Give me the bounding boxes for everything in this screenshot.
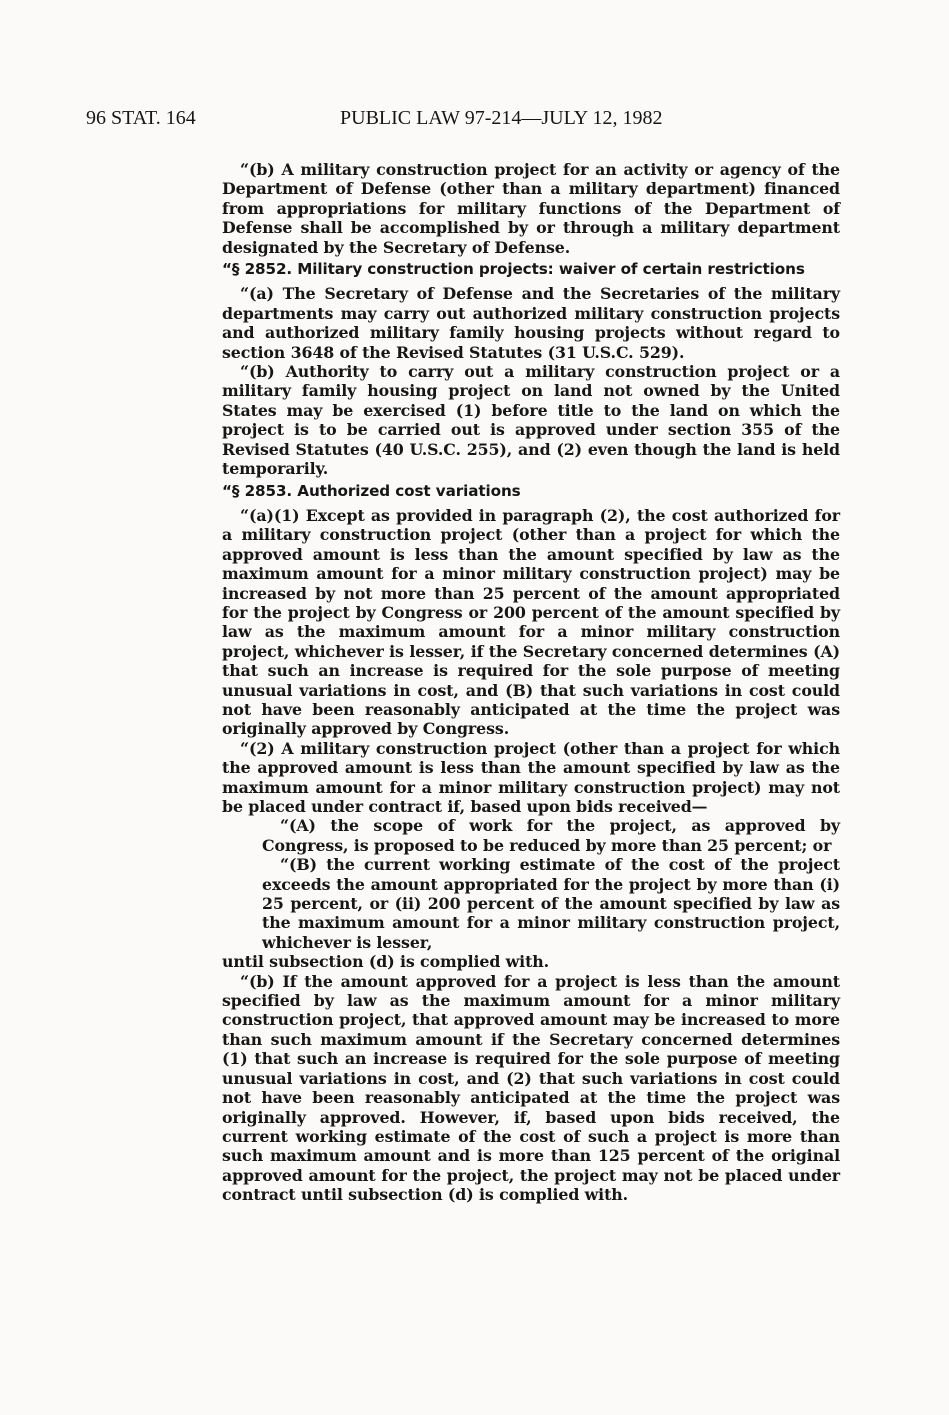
statute-body (222, 160, 840, 1205)
page-header (86, 107, 726, 135)
section-2853-clause-A: “(A) the scope of work for the project, as approved by Congress, is proposed to be reduced by more than 25 percent; or (262, 816, 840, 855)
section-2852-heading: “§ 2852. Military construction projects: waiver of certain restrictions (222, 260, 805, 279)
section-2853-clause-B: “(B) the current working estimate of the cost of the project exceeds the amount appropriated for the project by more than (i) 25 percent, or (ii) 200 percent of the amount specified by law as the maximum amount for a minor military construction project, whichever is lesser, (262, 855, 840, 952)
section-2852-subsection-b: “(b) Authority to carry out a military construction project or a military family housing project on land not owned by the United States may be exercised (1) before title to the land on which the project is to be carried out is approved under section 355 of the Revised Statutes (40 U.S.C. 255), and (2) even though the land is held temporarily. (222, 362, 840, 479)
paragraph-b-intro: “(b) A military construction project for an activity or agency of the Department of Defense (other than a military department) financed from appropriations for military functions of the Department of Defense shall be accomplished by or through a military department designated by the Secretary of Defense. (222, 160, 840, 257)
stat-citation: 96 STAT. 164 (86, 107, 196, 129)
section-2853-subsection-a1: “(a)(1) Except as provided in paragraph (2), the cost authorized for a military construction project (other than a project for which the approved amount is less than the amount specified by law as the maximum amount for a minor military construction project) may be increased by not more than 25 percent of the amount appropriated for the project by Congress or 200 percent of the amount specified by law as the maximum amount for a minor military construction project, whichever is lesser, if the Secretary concerned determines (A) that such an increase is required for the sole purpose of meeting unusual variations in cost, and (B) that such variations in cost could not have been reasonably anticipated at the time the project was originally approved by Congress. (222, 505, 840, 739)
section-2853-subsection-b: “(b) If the amount approved for a project is less than the amount specified by law as the maximum amount for a minor military construction project, that approved amount may be increased to more than such maximum amount if the Secretary concerned determines (1) that such an increase is required for the sole purpose of meeting unusual variations in cost, and (2) that such variations in cost could not have been reasonably anticipated at the time the project was originally approved. However, if, based upon bids received, the current working estimate of the cost of such a project is more than such maximum amount and is more than 125 percent of the original approved amount for the project, the project may not be placed under contract until subsection (d) is complied with. (222, 971, 840, 1205)
running-title: PUBLIC LAW 97-214—JULY 12, 1982 (340, 107, 663, 129)
section-2852-subsection-a: “(a) The Secretary of Defense and the Secretaries of the military departments may carry out authorized military construction projects and authorized military family housing projects without regard to section 3648 of the Revised Statutes (31 U.S.C. 529). (222, 284, 840, 362)
section-2853-subsection-a2: “(2) A military construction project (other than a project for which the approved amount is less than the amount specified by law as the maximum amount for a minor military construction project) may not be placed under contract if, based upon bids received— (222, 738, 840, 816)
section-2853-heading: “§ 2853. Authorized cost variations (222, 481, 521, 500)
section-2853-a2-tail: until subsection (d) is complied with. (222, 952, 550, 972)
